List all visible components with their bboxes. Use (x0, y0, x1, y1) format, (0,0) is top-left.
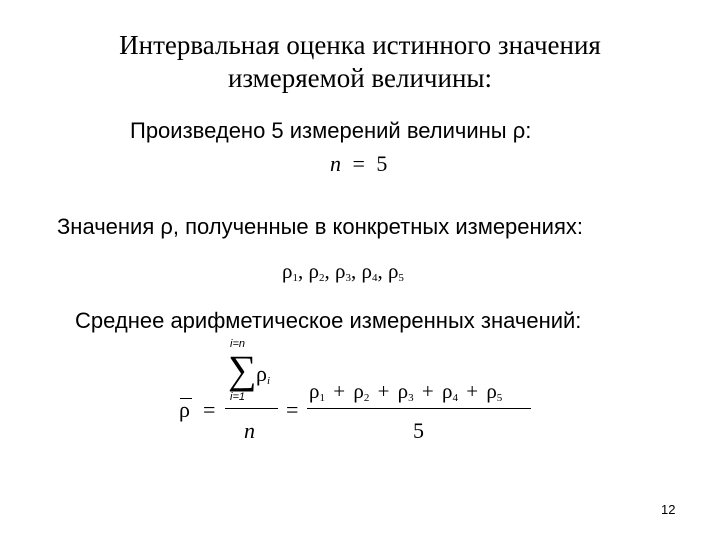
sum-lower-limit: i=1 (230, 391, 245, 403)
equals-sign-2: = (286, 397, 299, 422)
numerator-sum: $\rho_1 + \rho_2 + \rho_3 + \rho_4 + \rho_5$ (309, 379, 503, 404)
denominator-n: n (244, 418, 255, 443)
mean-text: Среднее арифметическое измеренных значений: (75, 308, 582, 333)
n-value: 5 (376, 151, 388, 176)
equals-sign-1: = (203, 397, 216, 422)
rho-5: $\rho_5$ (387, 259, 404, 284)
rho-list: $\rho_1$, $\rho_2$, $\rho_3$, $\rho_4$, $\rho_5$ (282, 259, 404, 284)
rho-1: $\rho_1$ (282, 259, 298, 284)
n-formula (330, 151, 387, 177)
slide-title-line1: Интервальная оценка истинного значения (119, 30, 601, 60)
rho-2: $\rho_2$ (308, 259, 325, 284)
equals-sign: = (352, 151, 365, 176)
values-text: Значения ρ, полученные в конкретных измерениях: (57, 214, 583, 239)
fraction-bar-1 (225, 408, 278, 409)
rho-mean: ρ (179, 397, 190, 422)
denominator-5: 5 (413, 418, 424, 443)
slide-title-line2: измеряемой величины: (227, 63, 493, 93)
sigma-symbol: ∑ (228, 347, 257, 392)
rho-4: $\rho_4$ (361, 259, 378, 284)
fraction-bar-2 (307, 408, 531, 409)
page-number: 12 (661, 502, 676, 517)
sum-upper-limit: i=n (230, 338, 245, 350)
intro-text: Произведено 5 измерений величины ρ: (130, 118, 532, 143)
n-variable: n (330, 151, 341, 176)
rho-3: $\rho_3$ (334, 259, 351, 284)
sum-term: $\rho_i$ (256, 361, 271, 387)
